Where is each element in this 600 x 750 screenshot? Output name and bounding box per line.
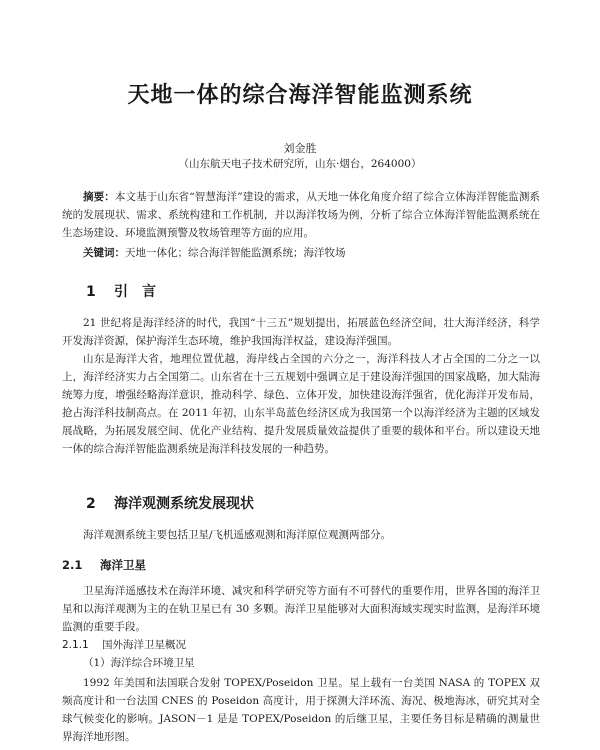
section-1-paragraph-2: 山东是海洋大省，地理位置优越，海岸线占全国的六分之一，海洋科技人才占全国的二分之一以上，海洋经济实力占全国第二。山东省在十三五规划中强调立足于建设海洋强国的国家战略，加大陆海统筹力度，增强经略海洋意识，推动科学、绿色、立体开发，加快建设海洋强省，优化海洋开发布局，抢占海洋科技制高点。在 2011 年初，山东半岛蓝色经济区成为我国第一个以海洋经济为主题的区域发展战略，为拓展发展空间、优化产业结构、提升发展质量效益提供了重要的载体和平台。所以建设天地一体的综合海洋智能监测系统是海洋科技发展的一种趋势。 xyxy=(62,353,540,455)
keywords-text: 天地一体化；综合海洋智能监测系统；海洋牧场 xyxy=(125,247,346,259)
keywords-label: 关键词： xyxy=(83,247,125,259)
list-item-ocean-satellite: （1）海洋综合环境卫星 xyxy=(83,657,195,669)
keywords xyxy=(83,244,541,262)
section-2-1-1-heading xyxy=(62,637,186,652)
section-2-title: 海洋观测系统发展现状 xyxy=(114,496,254,512)
paper-title: 天地一体的综合海洋智能监测系统 xyxy=(127,83,473,108)
section-2-paragraph: 海洋观测系统主要包括卫星/飞机遥感观测和海洋原位观测两部分。 xyxy=(83,529,392,541)
abstract-text: 本文基于山东省“智慧海洋”建设的需求，从天地一体化角度介绍了综合立体海洋智能监测系统的发展现状、需求、系统构建和工作机制，并以海洋牧场为例，分析了综合立体海洋智能监测系统在生态场建设、环境监测预警及牧场管理等方面的应用。 xyxy=(62,191,541,239)
section-2-heading xyxy=(86,493,254,513)
author-name: 刘金胜 xyxy=(283,142,317,155)
section-1-number: 1 xyxy=(86,284,96,300)
section-1-title: 引 言 xyxy=(114,284,156,300)
section-2-1-1-paragraph: 1992 年美国和法国联合发射 TOPEX/Poseidon 卫星。星上载有一台美国 NASA 的 TOPEX 双频高度计和一台法国 CNES 的 Poseidon 高度计，用于探测大洋环流、海况、极地海冰，研究其对全球气候变化的影响。JASON－1 是是 TOPEX/Poseidon 的后继卫星，主要任务目标是精确的测量世界海洋地形图。 xyxy=(62,677,540,743)
abstract xyxy=(62,188,540,242)
author-affiliation: （山东航天电子技术研究所，山东·烟台，264000） xyxy=(178,158,422,170)
section-1-paragraph-1: 21 世纪将是海洋经济的时代，我国“十三五”规划提出，拓展蓝色经济空间，壮大海洋经济，科学开发海洋资源，保护海洋生态环境，维护我国海洋权益，建设海洋强国。 xyxy=(62,317,540,347)
section-2-1-1-title: 国外海洋卫星概况 xyxy=(102,639,186,651)
abstract-label: 摘要： xyxy=(83,191,115,203)
section-2-1-paragraph: 卫星海洋遥感技术在海洋环境、减灾和科学研究等方面有不可替代的重要作用，世界各国的海洋卫星和以海洋观测为主的在轨卫星已有 30 多颗。海洋卫星能够对大面积海域实现实时监测，是海洋环境监测的重要手段。 xyxy=(62,585,540,633)
section-1-heading xyxy=(86,281,156,301)
section-2-1-number: 2.1 xyxy=(62,558,83,572)
section-2-1-heading xyxy=(62,557,146,573)
section-2-1-1-number: 2.1.1 xyxy=(62,639,89,651)
section-2-1-title: 海洋卫星 xyxy=(100,558,146,572)
section-2-number: 2 xyxy=(86,496,96,512)
